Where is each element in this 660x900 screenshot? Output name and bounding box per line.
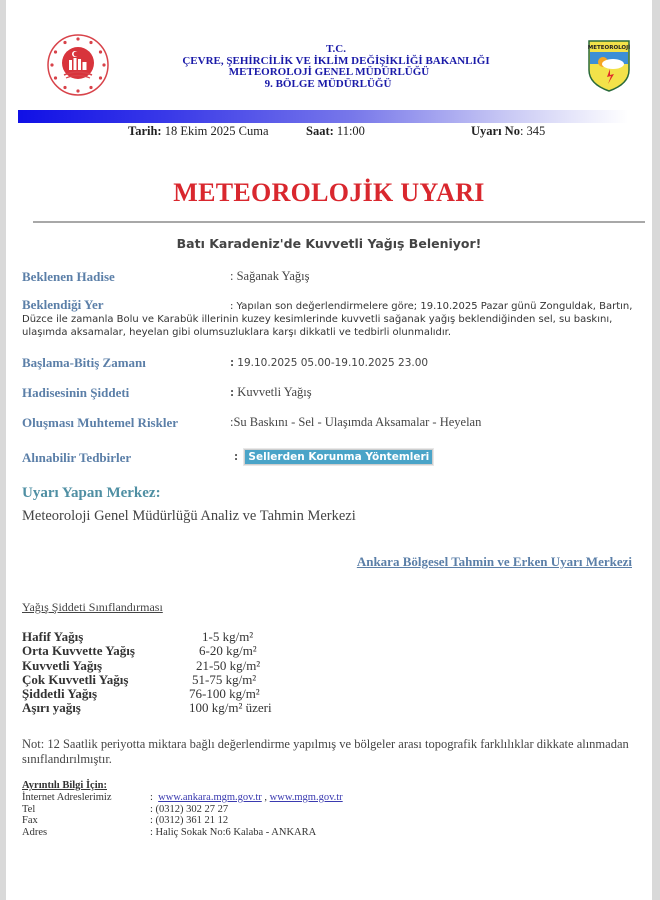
class-value: 51-75 kg/m² [192, 671, 257, 687]
document-page [6, 0, 652, 900]
time-label: Saat: [306, 124, 334, 138]
time-range-value: 19.10.2025 05.00-19.10.2025 23.00 [237, 357, 429, 369]
risks-label: Oluşması Muhtemel Riskler [22, 415, 178, 430]
class-value: 6-20 kg/m² [199, 643, 257, 659]
class-value: 21-50 kg/m² [196, 657, 261, 673]
issuer-name: Meteoroloji Genel Müdürlüğü Analiz ve Tahmin Merkezi [22, 508, 356, 524]
date-field [128, 124, 269, 139]
risks-value: :Su Baskını - Sel - Ulaşımda Aksamalar - Heyelan [230, 415, 482, 429]
time-range-field [230, 355, 428, 370]
contact-web-row [22, 792, 343, 804]
tel-label: Tel [22, 803, 36, 815]
event-value: : Sağanak Yağış [230, 269, 310, 283]
classification-row [22, 687, 272, 701]
severity-colon: : [230, 385, 235, 399]
title-divider [33, 221, 645, 223]
class-name: Kuvvetli Yağış [22, 657, 103, 673]
contact-section [22, 780, 343, 839]
time-value: 11:00 [336, 124, 365, 138]
classification-heading: Yağış Şiddeti Sınıflandırması [22, 600, 163, 614]
measures-label: Alınabilir Tedbirler [22, 450, 132, 465]
contact-tel-row [22, 804, 343, 816]
web-label: İnternet Adreslerimiz [22, 791, 112, 803]
mgm-link[interactable]: www.mgm.gov.tr [269, 791, 343, 803]
class-name: Aşırı yağış [22, 700, 81, 716]
web-prefix: : [150, 791, 153, 803]
ministry-seal-icon [46, 33, 110, 97]
flood-protection-link[interactable]: Sellerden Korunma Yöntemleri [244, 449, 433, 465]
classification-row [22, 659, 272, 673]
ankara-mgm-link[interactable]: www.ankara.mgm.gov.tr [158, 791, 262, 803]
address-value: : Haliç Sokak No:6 Kalaba - ANKARA [150, 827, 317, 839]
header-line-tc: T.C. [326, 43, 346, 55]
classification-table [22, 630, 272, 716]
meteoroloji-shield-logo-icon [588, 40, 630, 92]
tel-value: : (0312) 302 27 27 [150, 803, 229, 815]
time-field [306, 124, 365, 139]
fax-value: : (0312) 361 21 12 [150, 815, 229, 827]
class-name: Orta Kuvvette Yağış [22, 643, 135, 659]
fax-label: Fax [22, 815, 38, 827]
address-label: Adres [22, 827, 48, 839]
warning-number-label: Uyarı No [471, 124, 520, 138]
logo-text: METEOROLOJİ [588, 45, 630, 51]
class-value: 76-100 kg/m² [189, 686, 260, 702]
time-range-label: Başlama-Bitiş Zamanı [22, 355, 146, 370]
classification-note: Not: 12 Saatlik periyotta miktara bağlı değerlendirme yapılmış ve bölgeler arası topografik farklılıklar dikkate alınmadan sınıflandırılmıştır. [22, 737, 629, 766]
class-name: Çok Kuvvetli Yağış [22, 671, 129, 687]
location-value: : Yapılan son değerlendirmelere göre; 19.10.2025 Pazar günü Zonguldak, Bartın, Düzce ile zamanla Bolu ve Karabük illerinin kuzey kesimlerinde kuvvetli sağanak yağış beklendiğinden sel, su baskını, ulaşımda aksamalar, heyelan gibi olumsuzluklara karşı dikkatli ve tedbirli olunmalıdır. [22, 301, 633, 338]
event-label: Beklenen Hadise [22, 269, 115, 284]
issuer-heading: Uyarı Yapan Merkez: [22, 485, 161, 501]
contact-fax-row [22, 815, 343, 827]
contact-heading: Ayrıntılı Bilgi İçin: [22, 780, 107, 791]
severity-label: Hadisesinin Şiddeti [22, 385, 130, 400]
web-separator: , [264, 791, 268, 803]
classification-row [22, 673, 272, 687]
class-value: 1-5 kg/m² [202, 629, 254, 644]
warning-number-value: : 345 [519, 124, 546, 138]
date-value: 18 Ekim 2025 Cuma [164, 124, 269, 138]
warning-number-field [471, 124, 545, 139]
date-label: Tarih: [128, 124, 162, 138]
class-name: Hafif Yağış [22, 629, 84, 644]
header-organization [126, 44, 546, 90]
header-line-directorate: METEOROLOJİ GENEL MÜDÜRLÜĞÜ [228, 66, 430, 78]
warning-subtitle: Batı Karadeniz'de Kuvvetli Yağış Beleniyor! [176, 236, 482, 251]
measures-field [234, 449, 433, 465]
class-name: Şiddetli Yağış [22, 686, 98, 702]
header-line-ministry: ÇEVRE, ŞEHİRCİLİK VE İKLİM DEĞİŞİKLİĞİ BAKANLIĞI [182, 54, 490, 67]
severity-field [230, 385, 312, 400]
header-gradient-bar [18, 110, 628, 123]
regional-center-link[interactable]: Ankara Bölgesel Tahmin ve Erken Uyarı Merkezi [356, 554, 632, 569]
contact-address-row [22, 827, 343, 839]
severity-value: Kuvvetli Yağış [237, 385, 312, 399]
classification-row [22, 644, 272, 658]
location-paragraph [22, 298, 642, 339]
classification-row [22, 630, 272, 644]
measures-colon: : [234, 449, 239, 463]
page-title: METEOROLOJİK UYARI [173, 178, 485, 207]
classification-row [22, 701, 272, 715]
header-line-region: 9. BÖLGE MÜDÜRLÜĞÜ [264, 77, 392, 90]
class-value: 100 kg/m² üzeri [189, 700, 272, 716]
time-range-colon: : [230, 355, 235, 369]
location-label: Beklendiği Yer [22, 297, 104, 312]
